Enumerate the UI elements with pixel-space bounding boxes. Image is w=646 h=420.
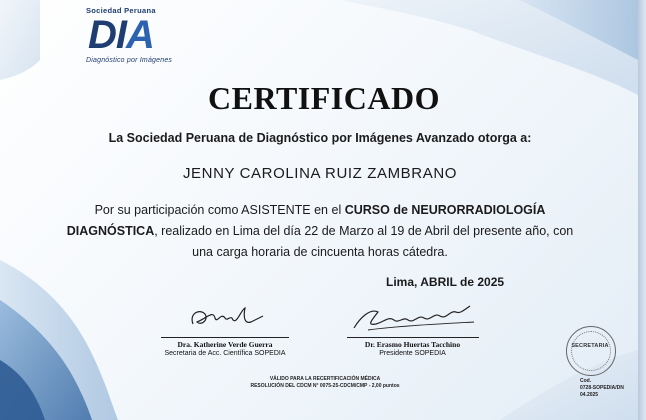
code-value: 0728-SOPEDIA/DN	[580, 385, 624, 391]
issue-date: Lima, ABRIL de 2025	[386, 275, 505, 289]
footer-line-1: VÁLIDO PARA LA RECERTIFICACIÓN MÉDICA	[269, 376, 381, 382]
signature-2-image	[348, 300, 478, 332]
logo-mark-a: A	[126, 13, 154, 57]
signature-1-role: Secretaria de Acc. Científica SOPEDIA	[164, 350, 286, 357]
code-date: 04.2025	[580, 392, 599, 398]
logo-mark	[88, 15, 154, 55]
signature-2-role: Presidente SOPEDIA	[379, 350, 446, 357]
logo-subtitle: Diagnóstico por Imágenes	[86, 57, 173, 64]
certificate-title: CERTIFICADO	[208, 80, 440, 116]
signature-block-2	[345, 300, 480, 357]
signature-block-1	[160, 300, 290, 357]
stamp-label: SECRETARIA	[571, 343, 609, 349]
certificate-body	[60, 200, 580, 263]
stamp-inner-ring	[571, 331, 611, 371]
signature-line-2	[347, 337, 479, 338]
signature-2-name: Dr. Erasmo Huertas Tacchino	[364, 340, 461, 349]
certificate-intro: La Sociedad Peruana de Diagnóstico por Imágenes Avanzado otorga a:	[108, 131, 532, 145]
code-label: Cod.	[580, 378, 592, 384]
certificate-code	[580, 378, 638, 399]
sopedia-logo	[86, 6, 206, 68]
logo-organization: Sociedad Peruana	[86, 6, 156, 15]
official-stamp	[566, 326, 616, 376]
logo-mark-i: I	[115, 13, 127, 57]
course-name: CURSO de NEURORRADIOLOGÍA DIAGNÓSTICA	[66, 203, 546, 238]
signature-1-image	[185, 300, 265, 332]
recertification-note	[230, 376, 420, 390]
recipient-name: JENNY CAROLINA RUIZ ZAMBRANO	[182, 165, 458, 182]
page-edge	[638, 0, 646, 420]
body-part2: , realizado en Lima del día 22 de Marzo al 19 de Abril del presente año, con una carga horaria de cincuenta horas cátedra.	[154, 224, 574, 259]
footer-line-2: RESOLUCIÓN DEL CDCM N° 0075-25-CDCM/CMP - 2,00 puntos	[250, 383, 400, 389]
signature-line-1	[161, 337, 289, 338]
logo-mark-d: D	[88, 13, 116, 57]
body-part1: Por su participación como ASISTENTE en el	[94, 203, 345, 217]
signature-1-name: Dra. Katherine Verde Guerra	[177, 340, 273, 349]
